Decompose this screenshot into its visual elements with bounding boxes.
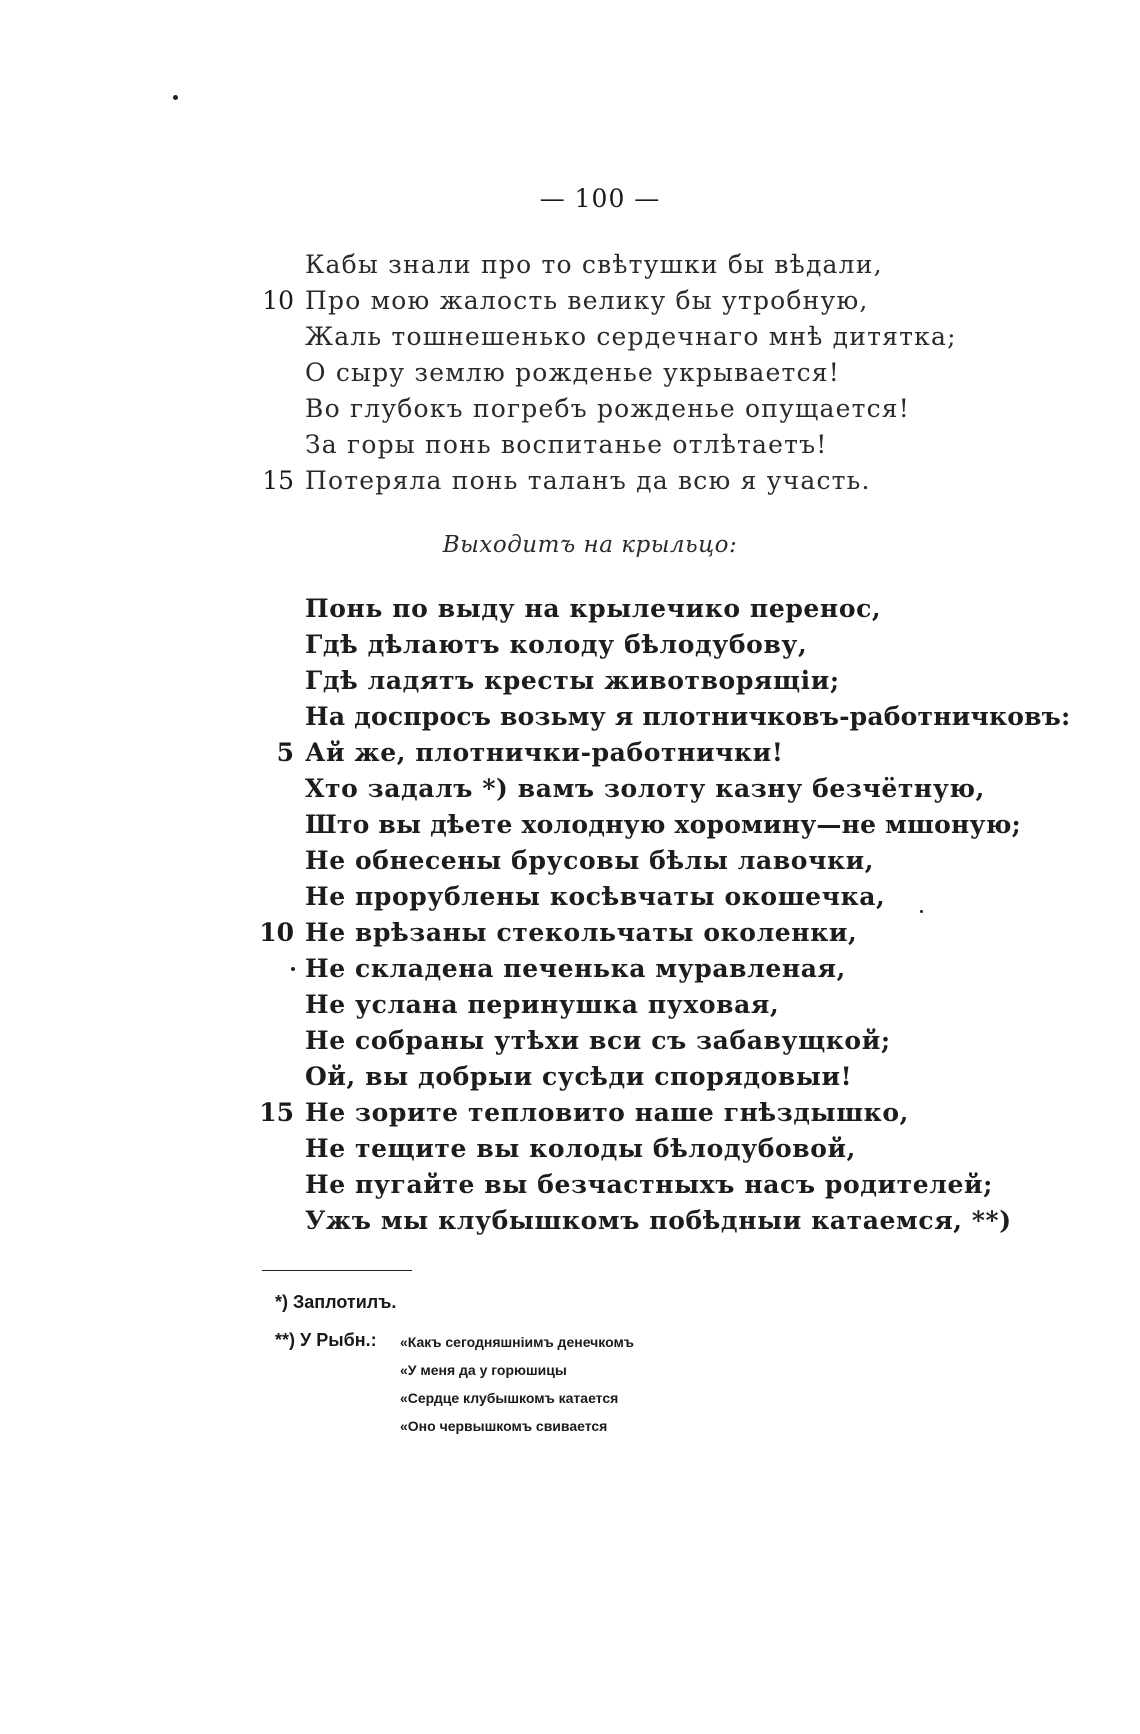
verse-line <box>0 1095 1140 1131</box>
verse-line <box>0 807 1140 843</box>
line-text: Гдѣ ладятъ кресты животворящіи; <box>305 666 840 695</box>
line-text: Жаль тошнешенько сердечнаго мнѣ дитятка; <box>305 322 957 351</box>
verse-line <box>0 1167 1140 1203</box>
verse-line <box>0 427 1140 463</box>
page-number: — 100 — <box>539 184 661 213</box>
line-text: Ой, вы добрыи сусѣди спорядовыи! <box>305 1062 853 1091</box>
line-text: Не собраны утѣхи вси съ забавущкой; <box>305 1026 891 1055</box>
stage-direction: Выходитъ на крыльцо: <box>442 532 738 558</box>
line-text: Не прорублены косѣвчаты окошечка, <box>305 882 886 911</box>
line-text: Понь по выду на крылечико перенос, <box>305 594 882 623</box>
line-text: Не складена печенька муравленая, <box>305 954 846 983</box>
line-number: 10 <box>259 918 294 947</box>
line-text: Не врѣзаны стекольчаты околенки, <box>305 918 858 947</box>
line-text: Не обнесены брусовы бѣлы лавочки, <box>305 846 875 875</box>
line-text: Про мою жалость велику бы утробную, <box>305 286 869 315</box>
verse-line <box>0 951 1140 987</box>
verse-line <box>0 391 1140 427</box>
verse-line <box>0 771 1140 807</box>
footnote-quote-line: «Сердце клубышкомъ катается <box>400 1390 619 1406</box>
footnote-quote-line: «Оно червышкомъ свивается <box>400 1418 608 1434</box>
verse-line <box>0 591 1140 627</box>
line-text: Во глубокъ погребъ рожденье опущается! <box>305 394 911 423</box>
verse-line <box>0 699 1140 735</box>
footnote-quote-line: «Какъ сегодняшніимъ денечкомъ <box>400 1334 635 1350</box>
line-number: 5 <box>276 738 294 767</box>
verse-line <box>0 843 1140 879</box>
line-text: Кабы знали про то свѣтушки бы вѣдали, <box>305 250 883 279</box>
verse-line <box>0 283 1140 319</box>
line-text: Не услана перинушка пуховая, <box>305 990 780 1019</box>
verse-line <box>0 987 1140 1023</box>
verse-line <box>0 1023 1140 1059</box>
verse-line <box>0 319 1140 355</box>
line-text: О сыру землю рожденье укрывается! <box>305 358 840 387</box>
line-text: Ай же, плотнички-работнички! <box>305 738 784 767</box>
line-text: Хто задалъ *) вамъ золоту казну безчётную, <box>305 774 985 803</box>
line-number: 15 <box>262 466 294 495</box>
line-text: Што вы дѣете холодную хоромину—не мшоную; <box>305 810 1021 839</box>
verse-stanza-b <box>0 591 1140 1239</box>
line-number: 15 <box>259 1098 294 1127</box>
footnote-quote-line: «У меня да у горюшицы <box>400 1362 567 1378</box>
verse-line <box>0 663 1140 699</box>
line-text: За горы понь воспитанье отлѣтаетъ! <box>305 430 828 459</box>
line-text: Не зорите тепловито наше гнѣздышко, <box>305 1098 909 1127</box>
line-text: Не тещите вы колоды бѣлодубовой, <box>305 1134 856 1163</box>
footnote-2-head: **) У Рыбн.: <box>275 1330 377 1350</box>
line-text: На доспросъ возьму я плотничковъ-работничковъ: <box>305 702 1071 731</box>
footnote-divider <box>262 1270 412 1271</box>
verse-line <box>0 879 1140 915</box>
line-text: Гдѣ дѣлаютъ колоду бѣлодубову, <box>305 630 808 659</box>
verse-line <box>0 1059 1140 1095</box>
verse-line <box>0 735 1140 771</box>
verse-stanza-a <box>0 247 1140 499</box>
footnote-1: *) Заплотилъ. <box>275 1292 397 1312</box>
verse-line <box>0 915 1140 951</box>
verse-line <box>0 1131 1140 1167</box>
line-text: Ужъ мы клубышкомъ побѣдныи катаемся, **) <box>305 1206 1012 1235</box>
verse-line <box>0 627 1140 663</box>
verse-line <box>0 247 1140 283</box>
scan-speck <box>173 95 178 100</box>
verse-line <box>0 463 1140 499</box>
verse-line <box>0 1203 1140 1239</box>
line-text: Потеряла понь таланъ да всю я участь. <box>305 466 871 495</box>
line-number: 10 <box>262 286 294 315</box>
line-text: Не пугайте вы безчастныхъ насъ родителей; <box>305 1170 993 1199</box>
verse-line <box>0 355 1140 391</box>
